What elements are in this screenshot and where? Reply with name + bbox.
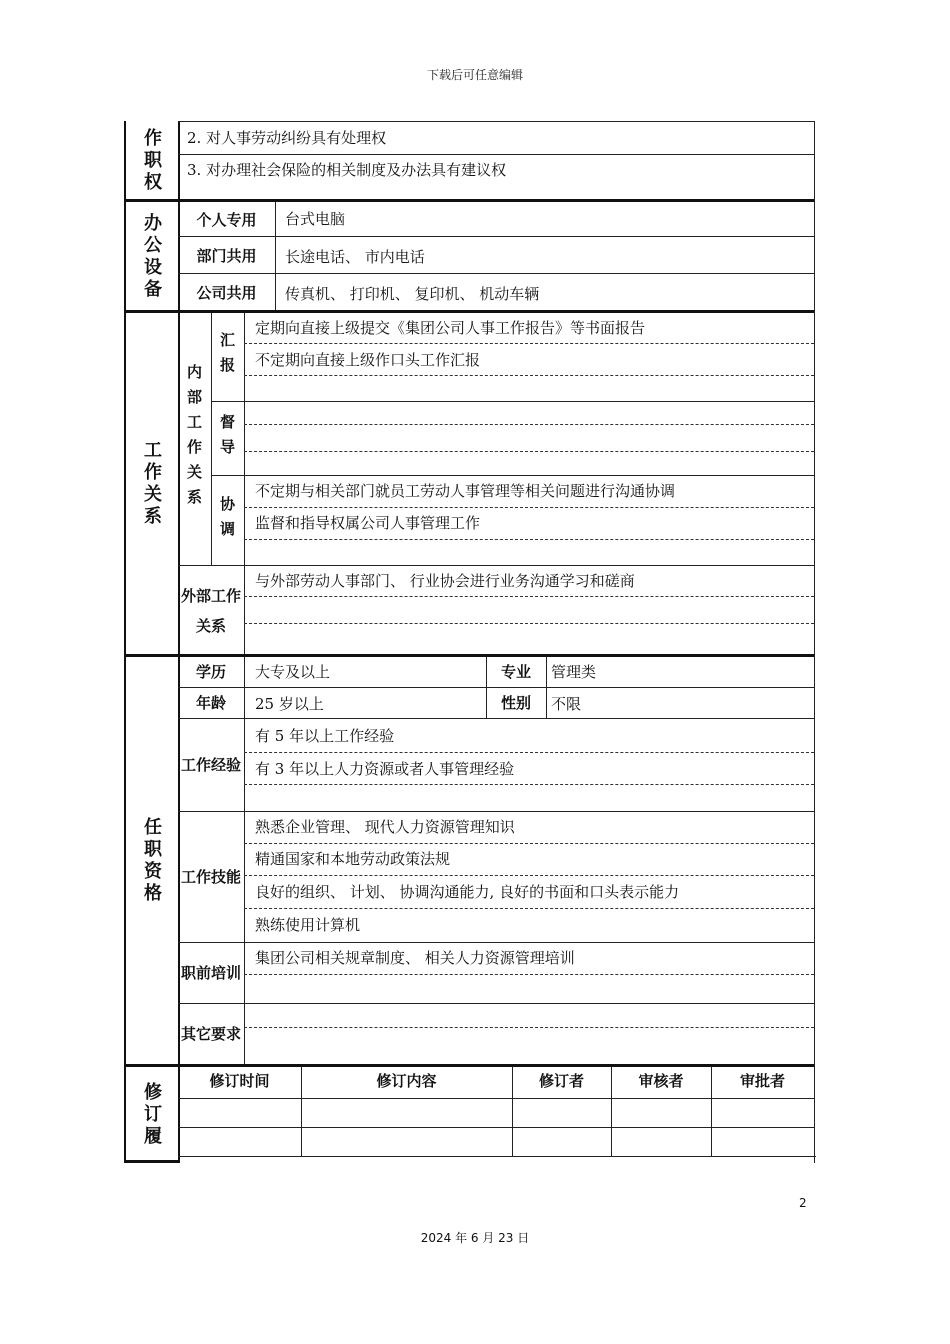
external-item: 与外部劳动人事部门、 行业协会进行业务沟通学习和磋商 <box>255 572 635 590</box>
training-item: 集团公司相关规章制度、 相关人力资源管理培训 <box>255 949 575 967</box>
office-label: 部门共用 <box>196 246 257 265</box>
skills-label: 工作技能 <box>180 868 241 886</box>
skills-item: 良好的组织、 计划、 协调沟通能力, 良好的书面和口头表示能力 <box>255 883 680 901</box>
major-value: 管理类 <box>551 663 597 681</box>
coordinate-label: 协调 <box>218 495 236 546</box>
major-label: 专业 <box>500 663 531 681</box>
office-value: 长途电话、 市内电话 <box>285 248 425 266</box>
section-revision-title: 修订履 <box>141 1082 162 1148</box>
report-item: 不定期向直接上级作口头工作汇报 <box>255 351 481 369</box>
revision-col-content: 修订内容 <box>376 1072 437 1090</box>
gender-label: 性别 <box>500 694 531 712</box>
job-description-table <box>124 121 816 1163</box>
skills-item: 熟悉企业管理、 现代人力资源管理知识 <box>255 818 515 836</box>
coordinate-item: 不定期与相关部门就员工劳动人事管理等相关问题进行沟通协调 <box>255 482 676 500</box>
office-value: 传真机、 打印机、 复印机、 机动车辆 <box>285 285 540 303</box>
revision-col-approver: 审批者 <box>739 1072 785 1090</box>
experience-item: 有 3 年以上人力资源或者人事管理经验 <box>255 760 515 778</box>
external-relations-label: 外部工作关系 <box>180 586 241 635</box>
revision-col-reviewer: 审核者 <box>638 1072 684 1090</box>
footer-date: 2024 年 6 月 23 日 <box>420 1231 530 1245</box>
report-item: 定期向直接上级提交《集团公司人事工作报告》等书面报告 <box>255 319 646 337</box>
gender-value: 不限 <box>551 695 582 713</box>
experience-label: 工作经验 <box>180 756 241 774</box>
other-label: 其它要求 <box>180 1025 241 1043</box>
authority-item: 2. 对人事劳动纠纷具有处理权 <box>187 129 387 147</box>
internal-relations-label: 内部工作关系 <box>185 364 203 514</box>
education-value: 大专及以上 <box>255 663 331 681</box>
experience-item: 有 5 年以上工作经验 <box>255 727 395 745</box>
office-label: 个人专用 <box>196 210 257 229</box>
section-authority-title: 作职权 <box>141 128 162 194</box>
education-label: 学历 <box>195 663 226 681</box>
page-number: 2 <box>799 1196 807 1210</box>
office-value: 台式电脑 <box>285 210 346 228</box>
right-border <box>814 121 815 1163</box>
authority-item: 3. 对办理社会保险的相关制度及办法具有建议权 <box>187 161 507 179</box>
revision-col-time: 修订时间 <box>209 1072 270 1090</box>
revision-col-reviser: 修订者 <box>538 1072 584 1090</box>
bottom-rule <box>124 1160 178 1163</box>
supervise-label: 督导 <box>218 413 236 464</box>
office-label: 公司共用 <box>196 283 257 302</box>
age-label: 年龄 <box>195 694 226 712</box>
coordinate-item: 监督和指导权属公司人事管理工作 <box>255 514 481 532</box>
section-qualifications-title: 任职资格 <box>141 817 162 905</box>
report-label: 汇报 <box>218 332 236 382</box>
section-relations-title: 工作关系 <box>141 440 162 528</box>
age-value: 25 岁以上 <box>255 695 324 713</box>
section-office-title: 办公设备 <box>141 212 162 301</box>
skills-item: 熟练使用计算机 <box>255 916 361 934</box>
skills-item: 精通国家和本地劳动政策法规 <box>255 850 451 868</box>
training-label: 职前培训 <box>180 964 241 982</box>
header-note: 下载后可任意编辑 <box>426 68 523 82</box>
